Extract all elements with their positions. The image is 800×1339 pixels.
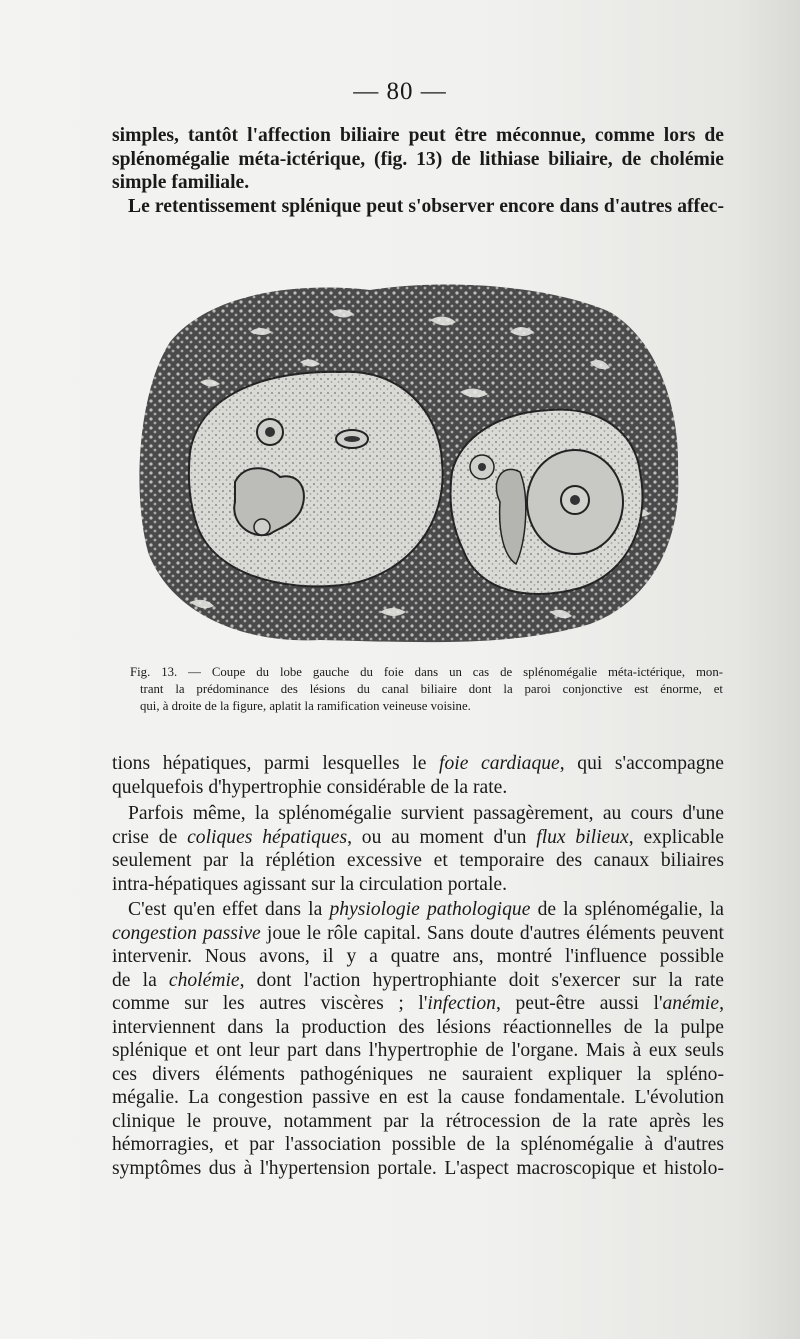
text-run: C'est qu'en effet dans la: [128, 899, 330, 920]
italic-term: cholémie: [168, 969, 240, 991]
text-line: intra-hépatiques agissant sur la circulation portale.: [112, 873, 508, 895]
text-run: , explicable: [628, 826, 724, 848]
text-run: ,: [719, 993, 724, 1014]
text-line: ces divers éléments pathogéniques ne sauraient expliquer la spléno-: [112, 1063, 724, 1085]
text-run: tions hépatiques, parmi lesquelles le: [112, 753, 440, 774]
text-line: symptômes dus à l'hypertension portale. L'aspect macroscopique et histolo-: [112, 1157, 724, 1179]
caption-line: Fig. 13. — Coupe du lobe gauche du foie dans un cas de splénomégalie méta-ictérique, mon-: [130, 665, 723, 679]
text-line: intervenir. Nous avons, il y a quatre ans, montré l'influence possible: [112, 946, 724, 967]
body-paragraph-3: [112, 898, 724, 1180]
text-run: , dont l'action hypertrophiante doit s'exercer sur la rate: [239, 969, 724, 991]
italic-term: flux bilieux: [536, 826, 629, 848]
text-run: de la: [112, 969, 169, 991]
text-line: seulement par la réplétion excessive et temporaire des canaux biliaires: [112, 850, 724, 871]
figure-caption: [130, 664, 723, 715]
italic-term: infection: [427, 993, 496, 1014]
text-line: hémorragies, et par l'association possible de la splénomégalie à d'autres: [112, 1134, 724, 1155]
page-number: — 80 —: [353, 78, 447, 105]
caption-line: qui, à droite de la figure, aplatit la ramification veineuse voisine.: [140, 699, 471, 713]
liver-section-illustration: [130, 272, 685, 648]
italic-term: foie cardiaque: [439, 753, 560, 774]
text-run: crise de: [112, 826, 188, 848]
italic-term: physiologie pathologique: [329, 899, 531, 920]
italic-term: anémie: [662, 993, 720, 1014]
text-line: splénique et ont leur part dans l'hypertrophie de l'organe. Mais à eux seuls: [112, 1040, 724, 1061]
text-run: , ou au moment d'un: [347, 826, 537, 848]
text-line: simples, tantôt l'affection biliaire peut être méconnue, comme lors de: [112, 125, 724, 146]
top-paragraph: [112, 124, 724, 218]
text-line: Le retentissement splénique peut s'observer encore dans d'autres affec-: [128, 195, 724, 217]
text-run: , peut-être aussi l': [495, 993, 663, 1014]
text-line: clinique le prouve, notamment par la rétrocession de la rate après les: [112, 1110, 724, 1132]
text-line: interviennent dans la production des lésions réactionnelles de la pulpe: [112, 1016, 724, 1038]
text-run: joue le rôle capital. Sans doute d'autres éléments peuvent: [260, 922, 724, 944]
text-line: Parfois même, la splénomégalie survient passagèrement, au cours d'une: [128, 803, 724, 824]
text-line: quelquefois d'hypertrophie considérable de la rate.: [112, 776, 508, 798]
italic-term: coliques hépatiques: [187, 826, 348, 848]
italic-term: congestion passive: [112, 922, 261, 944]
histology-figure: [130, 272, 685, 648]
text-run: , qui s'accompagne: [559, 753, 724, 774]
text-line: mégalie. La congestion passive en est la cause fondamentale. L'évolution: [112, 1087, 724, 1108]
text-run: comme sur les autres viscères ; l': [112, 993, 428, 1014]
text-run: de la splénomégalie, la: [530, 899, 724, 920]
text-line: splénomégalie méta-ictérique, (fig. 13) de lithiase biliaire, de cholémie: [112, 148, 724, 170]
caption-line: trant la prédominance des lésions du canal biliaire dont la paroi conjonctive est énorme, et: [140, 682, 723, 696]
body-paragraph-2: [112, 802, 724, 896]
text-line: simple familiale.: [112, 172, 250, 193]
body-paragraph-1: [112, 752, 724, 799]
